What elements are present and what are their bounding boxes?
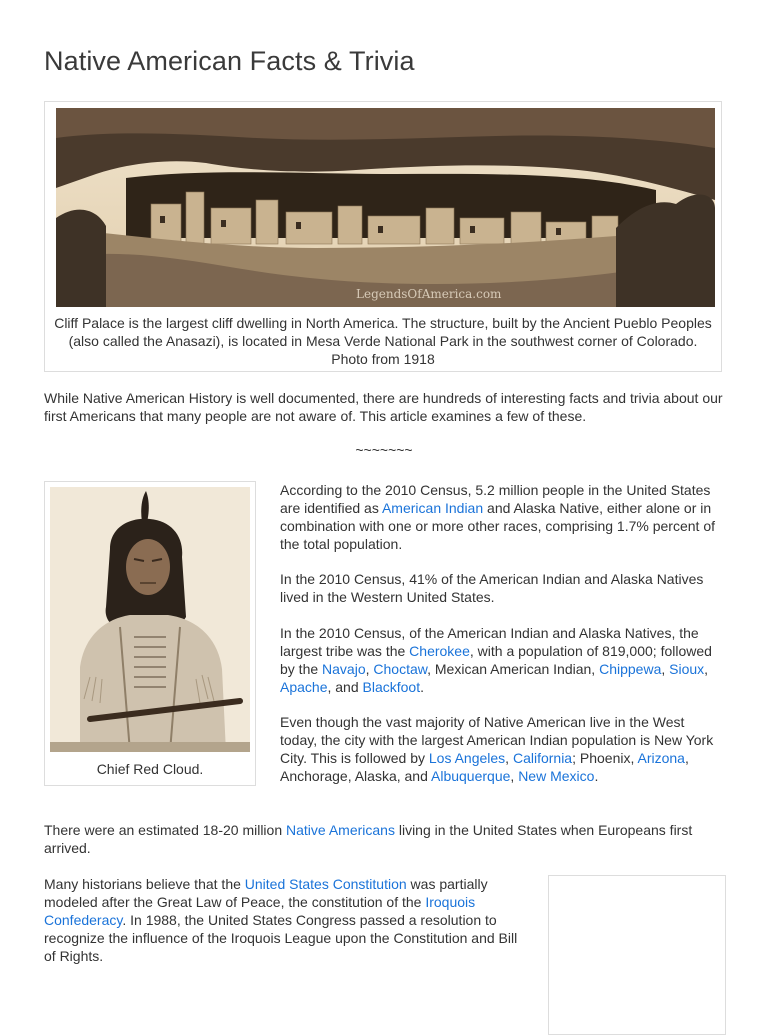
link-new-mexico[interactable]: New Mexico <box>518 768 595 784</box>
portrait-caption: Chief Red Cloud. <box>96 761 204 777</box>
link-iroquois-confederacy[interactable]: Iroquois Confederacy <box>44 894 476 928</box>
link-chippewa[interactable]: Chippewa <box>599 661 662 677</box>
link-navajo[interactable]: Navajo <box>322 661 366 677</box>
link-native-americans[interactable]: Native Americans <box>286 822 395 838</box>
ad-placeholder <box>548 875 726 1035</box>
hero-figure <box>44 101 722 372</box>
hero-caption: Cliff Palace is the largest cliff dwelling in North America. The structure, built by the Ancient Pueblo Peoples (also called the Anasazi), is located in Mesa Verde National Park in the southwest corner of Colorado. Photo from 1918 <box>54 315 712 367</box>
chief-red-cloud-photo[interactable] <box>50 487 250 752</box>
fact-population-estimate: There were an estimated 18-20 million Native Americans living in the United States when Europeans first arrived. <box>44 822 693 856</box>
fact-western-states: In the 2010 Census, 41% of the American Indian and Alaska Natives lived in the Western United States. <box>280 571 704 605</box>
fact-largest-cities: Even though the vast majority of Native American live in the West today, the city with the largest American Indian population is New York City. This is followed by Los Angeles, California; Phoenix, Arizona, Anchorage, Alaska, and Albuquerque, New Mexico. <box>280 714 714 784</box>
fact-constitution: Many historians believe that the United States Constitution was partially modeled after the Great Law of Peace, the constitution of the Iroquois Confederacy. In 1988, the United States Congress passed a resolution to recognize the influence of the Iroquois League upon the Constitution and Bill of Rights. <box>44 876 518 964</box>
link-cherokee[interactable]: Cherokee <box>409 643 470 659</box>
link-arizona[interactable]: Arizona <box>637 750 685 766</box>
link-albuquerque[interactable]: Albuquerque <box>431 768 511 784</box>
link-us-constitution[interactable]: United States Constitution <box>244 876 407 892</box>
portrait-figure <box>44 481 256 786</box>
intro-paragraph: While Native American History is well documented, there are hundreds of interesting facts and trivia about our first Americans that many people are not aware of. This article examines a few of these. <box>44 390 723 424</box>
link-sioux[interactable]: Sioux <box>669 661 705 677</box>
cliff-palace-photo[interactable] <box>56 108 715 307</box>
link-american-indian[interactable]: American Indian <box>381 500 484 516</box>
link-california[interactable]: California <box>512 750 573 766</box>
link-choctaw[interactable]: Choctaw <box>373 661 428 677</box>
link-apache[interactable]: Apache <box>280 679 328 695</box>
fact-largest-tribes: In the 2010 Census, of the American Indian and Alaska Natives, the largest tribe was the Cherokee, with a population of 819,000; followed by the Navajo, Choctaw, Mexican American Indian, Chippewa, Sioux, Apache, and Blackfoot. <box>280 625 712 695</box>
separator: ~~~~~~~ <box>355 442 413 458</box>
link-blackfoot[interactable]: Blackfoot <box>362 679 421 695</box>
watermark: LegendsOfAmerica.com <box>356 287 502 301</box>
page-title: Native American Facts & Trivia <box>44 46 415 76</box>
link-los-angeles[interactable]: Los Angeles <box>428 750 506 766</box>
fact-census-population: According to the 2010 Census, 5.2 million people in the United States are identified as American Indian and Alaska Native, either alone or in combination with one or more other races, comprising 1.7% percent of the total population. <box>280 482 715 552</box>
